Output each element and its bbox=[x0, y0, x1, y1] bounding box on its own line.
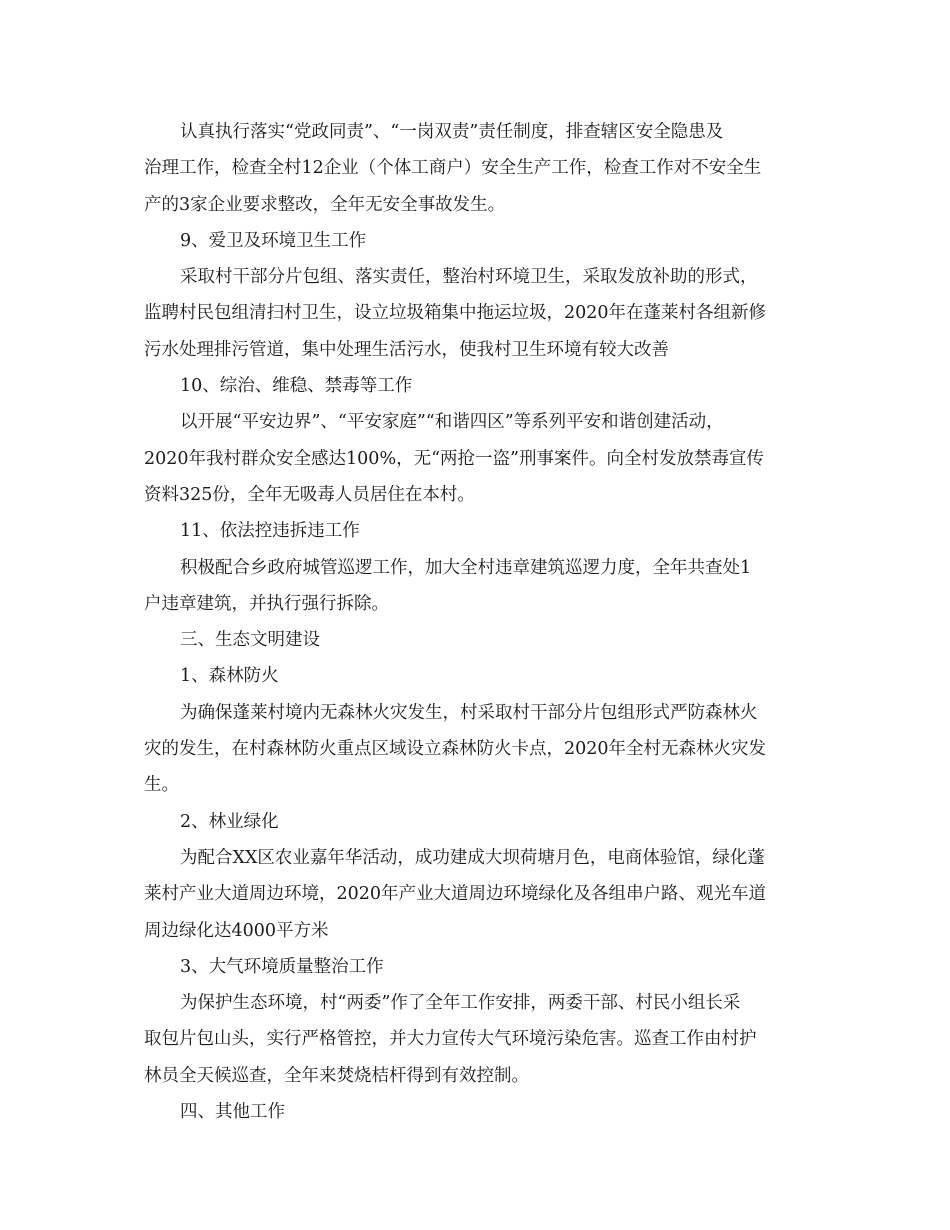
text-line: 2、林业绿化 bbox=[180, 811, 279, 832]
text-line: 积极配合乡政府城管巡逻工作，加大全村违章建筑巡逻力度，全年共查处1 bbox=[180, 557, 752, 578]
text-line: 认真执行落实“党政同责”、“一岗双责”责任制度，排查辖区安全隐患及 bbox=[180, 122, 724, 142]
text-line: 林员全天候巡查，全年来焚烧桔杆得到有效控制。 bbox=[144, 1065, 529, 1086]
text-line: 资料325份，全年无吸毒人员居住在本村。 bbox=[144, 484, 475, 505]
document-body bbox=[144, 114, 804, 1130]
text-line: 户违章建筑，并执行强行拆除。 bbox=[144, 593, 389, 614]
text-line: 9、爱卫及环境卫生工作 bbox=[180, 230, 367, 251]
text-line: 周边绿化达4000平方米 bbox=[144, 920, 329, 941]
text-line: 灾的发生，在村森林防火重点区域设立森林防火卡点，2020年全村无森林火灾发 bbox=[144, 739, 767, 760]
text-line: 3、大气环境质量整治工作 bbox=[180, 956, 384, 977]
text-line: 取包片包山头，实行严格管控，并大力宣传大气环境污染危害。巡查工作由村护 bbox=[144, 1029, 757, 1050]
text-line: 2020年我村群众安全感达100%，无“两抢一盗”刑事案件。向全村发放禁毒宣传 bbox=[144, 448, 764, 469]
text-line: 为确保蓬莱村境内无森林火灾发生，村采取村干部分片包组形式严防森林火 bbox=[180, 702, 758, 723]
text-line: 10、综治、维稳、禁毒等工作 bbox=[180, 376, 413, 397]
text-line: 11、依法控违拆违工作 bbox=[180, 521, 360, 542]
text-line: 为保护生态环境，村“两委”作了全年工作安排，两委干部、村民小组长采 bbox=[180, 993, 741, 1014]
text-line: 采取村干部分片包组、落实责任，整治村环境卫生，采取发放补助的形式， bbox=[180, 267, 758, 288]
text-line: 治理工作，检查全村12企业（个体工商户）安全生产工作，检查工作对不安全生 bbox=[144, 158, 762, 179]
text-line: 为配合XX区农业嘉年华活动，成功建成大坝荷塘月色，电商体验馆，绿化蓬 bbox=[180, 847, 765, 868]
text-line: 1、森林防火 bbox=[180, 666, 279, 687]
text-line: 以开展“平安边界”、“平安家庭”“和谐四区”等系列平安和谐创建活动， bbox=[180, 412, 724, 433]
text-line: 监聘村民包组清扫村卫生，设立垃圾箱集中拖运垃圾，2020年在蓬莱村各组新修 bbox=[144, 303, 767, 324]
text-line: 生。 bbox=[144, 775, 179, 796]
text-line: 四、其他工作 bbox=[180, 1102, 285, 1123]
text-line: 污水处理排污管道，集中处理生活污水，使我村卫生环境有较大改善 bbox=[144, 339, 669, 360]
text-line: 产的3家企业要求整改，全年无安全事故发生。 bbox=[144, 194, 506, 215]
text-line: 三、生态文明建设 bbox=[180, 630, 320, 651]
text-line: 莱村产业大道周边环境，2020年产业大道周边环境绿化及各组串户路、观光车道 bbox=[144, 884, 767, 905]
